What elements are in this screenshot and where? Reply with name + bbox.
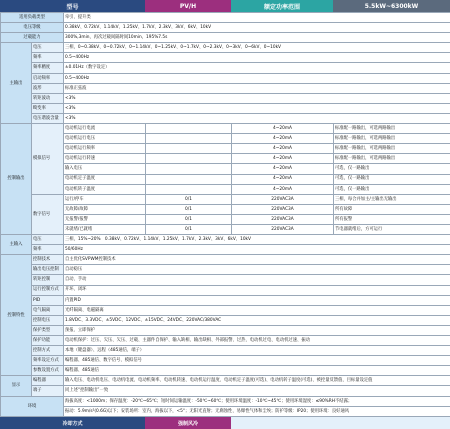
value-cell: 可选，仅一路输出: [334, 164, 450, 174]
table-row: [1, 194, 450, 204]
subcategory-cell: 转矩控制: [32, 275, 64, 285]
table-row: [1, 224, 450, 234]
value-cell: 4~20mA: [232, 144, 334, 154]
value-cell: ±0.01Hz（数字设定）: [64, 63, 450, 73]
value-cell: 0.38kV、0.72kV、1.14kV、1.25kV、1.7kV、2.3kV、3kV、6kV、10kV: [64, 23, 450, 33]
value-cell: 电动机转子温度: [64, 184, 146, 194]
value-cell: 光纤隔离、电磁隔离: [64, 305, 450, 315]
value-cell: <3%: [64, 93, 450, 103]
table-row: [1, 144, 450, 154]
value-cell: 4~20mA: [232, 174, 334, 184]
value-cell: 无报警/报警: [64, 214, 146, 224]
subcategory-cell: 保护功能: [32, 336, 64, 346]
subcategory-cell: 输出电压控制: [32, 265, 64, 275]
value-cell: 220VAC3A: [232, 214, 334, 224]
table-row: [1, 285, 450, 295]
model-header: 型号: [0, 0, 145, 12]
value-cell: 电动机运行频率: [64, 144, 146, 154]
value-cell: 0/1: [146, 214, 232, 224]
value-cell: 三相，0~0.38kV、0~0.72kV、0~1.14kV、0~1.25kV、0~1.7kV、0~2.3kV、0~3kV、0~6kV、0~10kV: [64, 43, 450, 53]
value-cell: 50/60Hz: [64, 245, 450, 255]
category-cell: 电压等级: [1, 23, 64, 33]
value-cell: 自动稳压: [64, 265, 450, 275]
value-cell: [146, 154, 232, 164]
table-row: [1, 33, 450, 43]
value-cell: [146, 144, 232, 154]
value-cell: 1.8VDC、3.3VDC、±5VDC、12VDC、±15VDC、24VDC、220VAC/380VAC: [64, 315, 450, 325]
value-cell: 电动机保护：过压、欠压、欠压、过载、主器件自保护、输入缺相、输出缺相、外部报警、过热、电动机过电、电动机过速、振动: [64, 336, 450, 346]
value-cell: 0.5~400Hz: [64, 73, 450, 83]
subcategory-cell: 保护类型: [32, 325, 64, 335]
table-row: [1, 255, 450, 265]
subcategory-cell: 波形: [32, 83, 64, 93]
subcategory-cell: 参数设置方式: [32, 366, 64, 376]
value-cell: 无故障/故障: [64, 204, 146, 214]
subcategory-cell: 模拟信号: [32, 124, 64, 195]
table-row: [1, 406, 450, 416]
value-cell: 牵引、提升类: [64, 13, 450, 23]
value-cell: 自动、手动: [64, 275, 450, 285]
series-header: PV/H: [145, 0, 231, 12]
cooling-blank: [231, 417, 450, 429]
value-cell: 同上述“控制输出”一致: [64, 386, 450, 396]
table-row: [1, 174, 450, 184]
category-cell: 显示: [1, 376, 32, 396]
value-cell: 海拔高度：<1000m；保存温度：-20℃~65℃；短时间运输温度：-50℃~60℃；使用环境温度：-10℃~45℃；使用环境湿度：≤90%RH不结露；: [64, 396, 450, 406]
table-row: [1, 275, 450, 285]
table-row: [1, 73, 450, 83]
table-row: [1, 134, 450, 144]
value-cell: 节电器就绪后，方可运行: [334, 224, 450, 234]
value-cell: 开环、闭环: [64, 285, 450, 295]
cooling-value: 强制风冷: [145, 417, 231, 429]
table-row: [1, 204, 450, 214]
table-row: [1, 356, 450, 366]
value-cell: 三相，每合并加主/主输出无输出: [334, 194, 450, 204]
category-cell: 环境: [1, 396, 64, 416]
subcategory-cell: 电压: [32, 43, 64, 53]
value-cell: 220VAC3A: [232, 194, 334, 204]
value-cell: 300%,3min，再次过载间隔时间10min，195%7.5s: [64, 33, 450, 43]
table-row: [1, 325, 450, 335]
value-cell: 标准配一路输出，可选两路输出: [334, 134, 450, 144]
value-cell: 电动机运行转速: [64, 154, 146, 164]
value-cell: <3%: [64, 103, 450, 113]
cooling-row: [0, 417, 450, 429]
value-cell: 编程器、485通信: [64, 366, 450, 376]
value-cell: 0/1: [146, 204, 232, 214]
table-row: [1, 13, 450, 23]
category-cell: 控制特性: [1, 255, 32, 376]
value-cell: 自主优化SVPWM控制技术: [64, 255, 450, 265]
table-row: [1, 235, 450, 245]
value-cell: 4~20mA: [232, 164, 334, 174]
subcategory-cell: 启动频率: [32, 73, 64, 83]
power-range-value: 5.5kW~6300kW: [333, 0, 450, 12]
value-cell: [146, 174, 232, 184]
value-cell: 内置PID: [64, 295, 450, 305]
value-cell: 可选，仅一路输出: [334, 184, 450, 194]
value-cell: 电动机运行电压: [64, 134, 146, 144]
value-cell: 电动机定子温度: [64, 174, 146, 184]
table-row: [1, 93, 450, 103]
subcategory-cell: 编程器: [32, 376, 64, 386]
value-cell: 振动：5.9m/s²(0.6G)以下；安装场所：室内，海拔以下，<5°；无阳光直射；无腐蚀性、易爆性气体和尘埃；防护等级：IP20；使用环境：良好通风: [64, 406, 450, 416]
value-cell: 编程器、485通信、数字信号、模拟信号: [64, 356, 450, 366]
subcategory-cell: 控制电压: [32, 315, 64, 325]
subcategory-cell: 控制技术: [32, 255, 64, 265]
subcategory-cell: 控制方式: [32, 346, 64, 356]
value-cell: 预报、立即保护: [64, 325, 450, 335]
subcategory-cell: 畸变率: [32, 103, 64, 113]
table-row: [1, 154, 450, 164]
subcategory-cell: 运行控制方式: [32, 285, 64, 295]
value-cell: 所有报警: [334, 214, 450, 224]
subcategory-cell: 频率: [32, 245, 64, 255]
value-cell: 三相，15%~20% 0.38kV、0.72kV、1.14kV、1.25kV、1.7kV、2.3kV、3kV、6kV、10kV: [64, 235, 450, 245]
spec-table: [0, 12, 450, 417]
subcategory-cell: 电压: [32, 235, 64, 245]
category-cell: 主输入: [1, 235, 32, 255]
table-row: [1, 83, 450, 93]
table-row: [1, 23, 450, 33]
value-cell: 标准配一路输出，可选两路输出: [334, 154, 450, 164]
value-cell: 标准配一路输出，可选两路输出: [334, 124, 450, 134]
table-row: [1, 53, 450, 63]
value-cell: 0/1: [146, 194, 232, 204]
table-row: [1, 336, 450, 346]
power-range-label: 额定功率范围: [231, 0, 333, 12]
value-cell: 4~20mA: [232, 124, 334, 134]
value-cell: 标准配一路输出，可选两路输出: [334, 144, 450, 154]
value-cell: 220VAC3A: [232, 224, 334, 234]
table-row: [1, 386, 450, 396]
value-cell: 运行/停车: [64, 194, 146, 204]
table-row: [1, 103, 450, 113]
value-cell: 4~20mA: [232, 134, 334, 144]
value-cell: 可选，仅一路输出: [334, 174, 450, 184]
value-cell: 4~20mA: [232, 154, 334, 164]
value-cell: [146, 184, 232, 194]
category-cell: 适用负载类型: [1, 13, 64, 23]
subcategory-cell: 端子: [32, 386, 64, 396]
table-row: [1, 315, 450, 325]
table-row: [1, 376, 450, 386]
value-cell: <3%: [64, 113, 450, 123]
table-row: [1, 113, 450, 123]
value-cell: [146, 164, 232, 174]
subcategory-cell: 电气隔离: [32, 305, 64, 315]
value-cell: [146, 134, 232, 144]
category-cell: 过载能力: [1, 33, 64, 43]
table-row: [1, 305, 450, 315]
table-row: [1, 265, 450, 275]
table-row: [1, 366, 450, 376]
subcategory-cell: 数字信号: [32, 194, 64, 234]
subcategory-cell: 转矩波动: [32, 93, 64, 103]
table-row: [1, 396, 450, 406]
subcategory-cell: 频率: [32, 53, 64, 63]
table-row: [1, 43, 450, 53]
value-cell: 0/1: [146, 224, 232, 234]
value-cell: 未就绪/已就绪: [64, 224, 146, 234]
category-cell: 主输出: [1, 43, 32, 124]
table-row: [1, 184, 450, 194]
value-cell: 0.5~400Hz: [64, 53, 450, 63]
table-row: [1, 214, 450, 224]
table-row: [1, 164, 450, 174]
category-cell: 控制输出: [1, 124, 32, 235]
table-row: [1, 295, 450, 305]
value-cell: 输入电压: [64, 164, 146, 174]
cooling-label: 冷却方式: [0, 417, 145, 429]
subcategory-cell: PID: [32, 295, 64, 305]
value-cell: 所有故障: [334, 204, 450, 214]
subcategory-cell: 频率设定方式: [32, 356, 64, 366]
value-cell: 电动机运行电流: [64, 124, 146, 134]
value-cell: 输入电压、电动机电压、电动机电流、电动机频率、电动机转速、电动机运行温度、电动机定子温度(可选)、电动机转子温度(可选)、被控量反馈值、目标量设定值: [64, 376, 450, 386]
value-cell: 本地（键盘器）、远程（485通信，端子）: [64, 346, 450, 356]
table-row: [1, 124, 450, 134]
table-row: [1, 346, 450, 356]
value-cell: 标准正弦波: [64, 83, 450, 93]
subcategory-cell: 频率精度: [32, 63, 64, 73]
value-cell: 4~20mA: [232, 184, 334, 194]
subcategory-cell: 电压谐波含量: [32, 113, 64, 123]
table-row: [1, 63, 450, 73]
value-cell: [146, 124, 232, 134]
value-cell: 220VAC3A: [232, 204, 334, 214]
table-row: [1, 245, 450, 255]
